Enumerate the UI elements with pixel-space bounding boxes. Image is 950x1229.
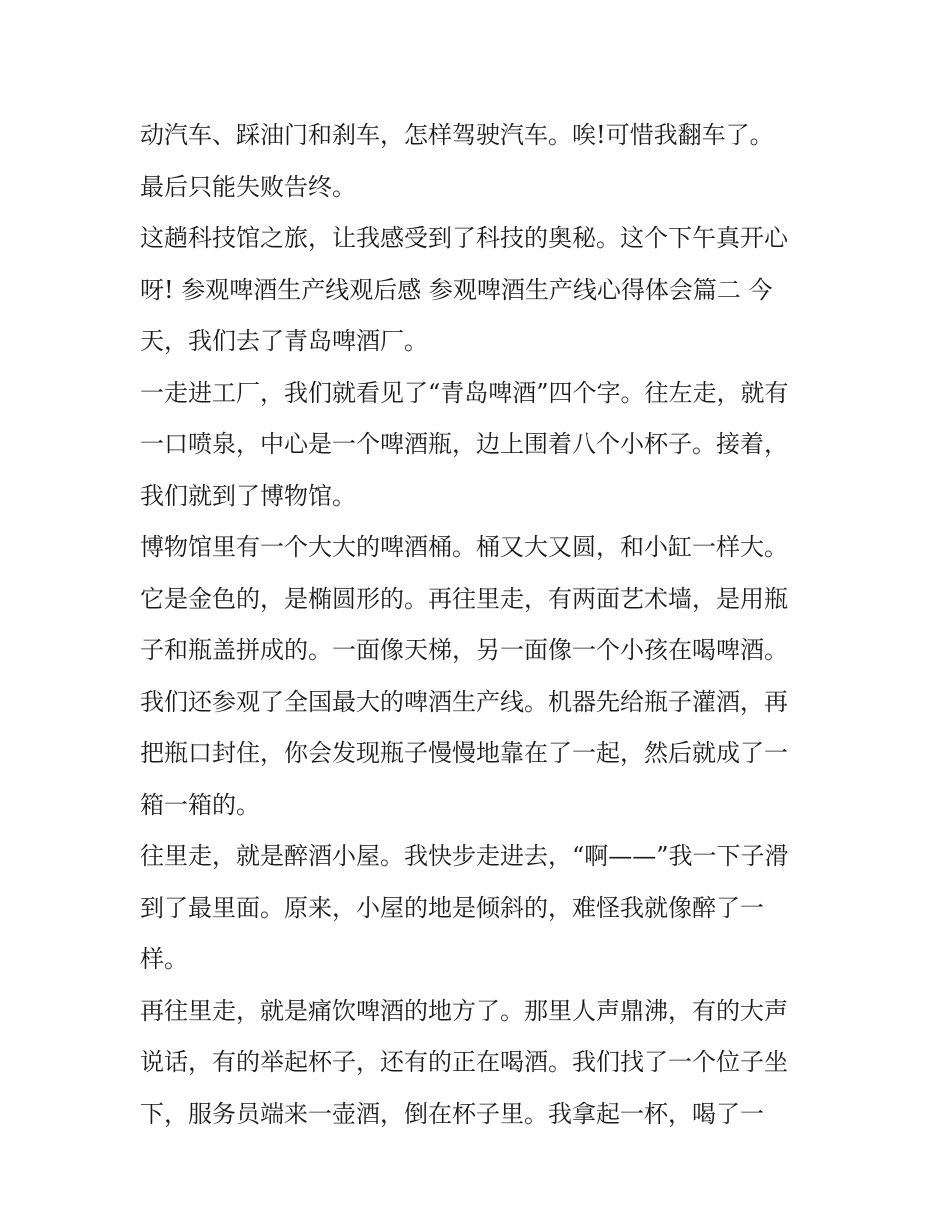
text-line: 子和瓶盖拼成的。一面像天梯，另一面像一个小孩在喝啤酒。 [140,636,788,664]
text-line: 再往里走，就是痛饮啤酒的地方了。那里人声鼎沸，有的大声 [140,996,788,1025]
text-line: 我们就到了博物馆。 [140,481,356,510]
text-line: 一口喷泉，中心是一个啤酒瓶，边上围着八个小杯子。接着， [140,430,788,458]
text-line: 样。 [140,945,188,973]
text-line: 到了最里面。原来，小屋的地是倾斜的，难怪我就像醉了一 [140,893,764,922]
text-line: 最后只能失败告终。 [140,172,356,201]
text-line: 说话，有的举起杯子，还有的正在喝酒。我们找了一个位子坐 [140,1048,788,1076]
text-line: 博物馆里有一个大大的啤酒桶。桶又大又圆，和小缸一样大。 [140,533,788,561]
text-line: 把瓶口封住，你会发现瓶子慢慢地靠在了一起，然后就成了一 [140,739,788,767]
body-text [140,110,820,1140]
text-line: 这趟科技馆之旅，让我感受到了科技的奥秘。这个下午真开心 [140,224,788,252]
text-line: 我们还参观了全国最大的啤酒生产线。机器先给瓶子灌酒，再 [140,687,788,716]
text-line: 天，我们去了青岛啤酒厂。 [140,327,428,355]
text-line: 一走进工厂，我们就看见了“青岛啤酒”四个字。往左走，就有 [140,378,789,407]
text-line: 下，服务员端来一壶酒，倒在杯子里。我拿起一杯，喝了一 [140,1099,764,1128]
text-line: 呀! 参观啤酒生产线观后感 参观啤酒生产线心得体会篇二 今 [140,275,773,304]
text-line: 箱一箱的。 [140,790,260,819]
text-line: 动汽车、踩油门和刹车，怎样驾驶汽车。唉!可惜我翻车了。 [140,121,774,149]
text-line: 它是金色的，是椭圆形的。再往里走，有两面艺术墙，是用瓶 [140,584,788,613]
text-line: 往里走，就是醉酒小屋。我快步走进去，“啊——”我一下子滑 [140,842,789,870]
